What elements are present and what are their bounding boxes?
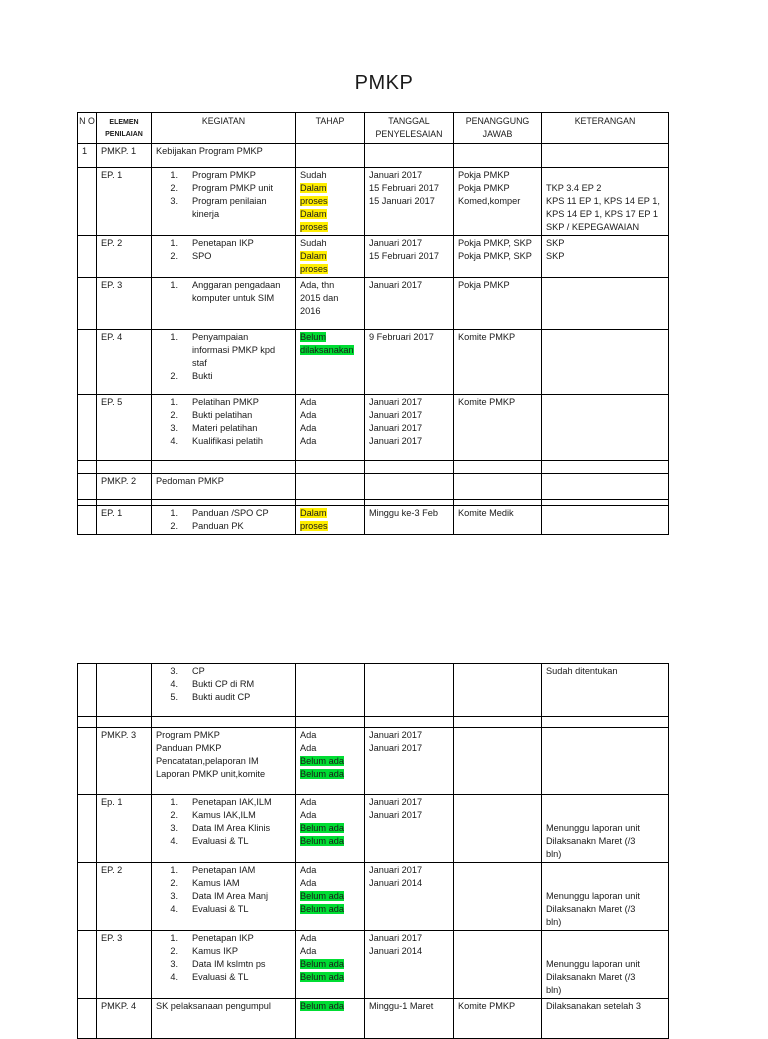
table-row	[78, 999, 669, 1039]
list-item: 2. Kamus IKP	[170, 946, 238, 956]
list-item: 3. Data IM kslmtn ps	[170, 959, 266, 969]
header-tahap: TAHAP	[296, 113, 365, 144]
list-item: 2. Kamus IAK,ILM	[170, 810, 256, 820]
cell-kegiatan	[152, 863, 296, 931]
cell-kegiatan	[152, 236, 296, 278]
cell-keterangan: Dilaksanakan setelah 3	[542, 999, 669, 1039]
cell-penanggung: Komite PMKP	[454, 999, 542, 1039]
cell-elemen: EP. 1	[97, 506, 152, 535]
list-item: 1. Anggaran pengadaan	[170, 280, 281, 290]
list-item: 2. SPO	[170, 251, 212, 261]
cell-elemen: EP. 4	[97, 330, 152, 395]
cell-elemen: PMKP. 2	[97, 474, 152, 500]
list-item: 3. Data IM Area Klinis	[170, 823, 271, 833]
list-item: 1. Penetapan IAK,ILM	[170, 797, 272, 807]
list-item: 4. Bukti CP di RM	[170, 679, 255, 689]
cell-tahap: Ada Ada Belum ada Belum ada	[296, 863, 365, 931]
cell-keterangan: TKP 3.4 EP 2 KPS 11 EP 1, KPS 14 EP 1, KPS 14 EP 1, KPS 17 EP 1 SKP / KEPEGAWAIAN	[542, 168, 669, 236]
cell-penanggung: Pokja PMKP Pokja PMKP Komed,komper	[454, 168, 542, 236]
list-item: 3. Data IM Area Manj	[170, 891, 269, 901]
cell-kegiatan	[152, 795, 296, 863]
list-item: 1. Penetapan IKP	[170, 933, 254, 943]
table-row	[78, 395, 669, 461]
cell-elemen: PMKP. 4	[97, 999, 152, 1039]
cell-tanggal: Minggu-1 Maret	[365, 999, 454, 1039]
cell-kegiatan	[152, 168, 296, 236]
list-item: 3. Materi pelatihan	[170, 423, 258, 433]
pmkp-table-part-2	[77, 663, 669, 1039]
list-item: 2. Program PMKP unit	[170, 183, 274, 193]
list-item: informasi PMKP kpd	[192, 345, 276, 355]
table-row	[78, 474, 669, 500]
status-badge: Belum ada	[300, 904, 344, 914]
list-item: 2. Kamus IAM	[170, 878, 240, 888]
table-row	[78, 863, 669, 931]
status-badge: Dalam	[300, 183, 327, 193]
cell-elemen: EP. 5	[97, 395, 152, 461]
status-badge: Belum ada	[300, 756, 344, 766]
cell-tanggal: Januari 2017 15 Februari 2017	[365, 236, 454, 278]
status-badge: Belum ada	[300, 836, 344, 846]
cell-tahap: Ada Ada Belum ada Belum ada	[296, 728, 365, 795]
cell-kegiatan: SK pelaksanaan pengumpul	[152, 999, 296, 1039]
cell-tahap: Ada Ada Ada Ada	[296, 395, 365, 461]
table-row	[78, 461, 669, 474]
status-badge: Belum ada	[300, 1001, 344, 1011]
list-item: kinerja	[192, 209, 220, 219]
status-badge: Dalam	[300, 251, 327, 261]
cell-elemen: EP. 2	[97, 863, 152, 931]
list-item: 3. CP	[170, 666, 205, 676]
cell-tanggal: Januari 2017 Januari 2014	[365, 863, 454, 931]
list-item: 1. Penetapan IKP	[170, 238, 254, 248]
cell-kegiatan	[152, 278, 296, 330]
cell-elemen: EP. 2	[97, 236, 152, 278]
list-item: 1. Penetapan IAM	[170, 865, 256, 875]
cell-tanggal: Januari 2017 Januari 2017 Januari 2017 Januari 2017	[365, 395, 454, 461]
table-row	[78, 330, 669, 395]
cell-keterangan: Menunggu laporan unit Dilaksanakn Maret (/3 bln)	[542, 795, 669, 863]
cell-tahap	[296, 506, 365, 535]
cell-penanggung: Pokja PMKP	[454, 278, 542, 330]
status-badge: Belum ada	[300, 891, 344, 901]
cell-tahap: Ada Ada Belum ada Belum ada	[296, 795, 365, 863]
cell-tahap: Ada Ada Belum ada Belum ada	[296, 931, 365, 999]
list-item: 1. Penyampaian	[170, 332, 249, 342]
cell-tahap: Ada, thn 2015 dan 2016	[296, 278, 365, 330]
cell-tanggal: Januari 2017 Januari 2017	[365, 795, 454, 863]
list-item: 3. Program penilaian	[170, 196, 267, 206]
status-badge: Dalam	[300, 508, 327, 518]
cell-penanggung: Komite PMKP	[454, 395, 542, 461]
cell-kegiatan	[152, 931, 296, 999]
table-row	[78, 664, 669, 717]
cell-elemen: PMKP. 3	[97, 728, 152, 795]
cell-kegiatan: Program PMKP Panduan PMKP Pencatatan,pelaporan IM Laporan PMKP unit,komite	[152, 728, 296, 795]
header-kegiatan: KEGIATAN	[152, 113, 296, 144]
cell-keterangan: Menunggu laporan unit Dilaksanakn Maret (/3 bln)	[542, 863, 669, 931]
table-row	[78, 931, 669, 999]
list-item: 2. Bukti pelatihan	[170, 410, 253, 420]
cell-tanggal: Januari 2017 Januari 2014	[365, 931, 454, 999]
pmkp-table-part-1	[77, 112, 669, 535]
status-badge: Belum ada	[300, 769, 344, 779]
header-no: N O	[78, 113, 97, 144]
status-badge: proses	[300, 222, 328, 232]
cell-keterangan: Sudah ditentukan	[542, 664, 669, 717]
list-item: 1. Panduan /SPO CP	[170, 508, 269, 518]
header-penanggung: PENANGGUNG JAWAB	[454, 113, 542, 144]
list-item: 4. Kualifikasi pelatih	[170, 436, 263, 446]
cell-elemen: Ep. 1	[97, 795, 152, 863]
header-keterangan: KETERANGAN	[542, 113, 669, 144]
status-badge: proses	[300, 264, 328, 274]
cell-keterangan: Menunggu laporan unit Dilaksanakn Maret (/3 bln)	[542, 931, 669, 999]
status-badge: Belum	[300, 332, 327, 342]
status-badge: Belum ada	[300, 972, 344, 982]
cell-tanggal: Januari 2017 15 Februari 2017 15 Januari 2017	[365, 168, 454, 236]
table-row	[78, 278, 669, 330]
header-row	[78, 113, 669, 144]
cell-tahap: Sudah Dalam proses	[296, 236, 365, 278]
cell-elemen: EP. 3	[97, 278, 152, 330]
cell-tanggal: Januari 2017	[365, 278, 454, 330]
status-badge: proses	[300, 521, 328, 531]
cell-penanggung: Pokja PMKP, SKP Pokja PMKP, SKP	[454, 236, 542, 278]
list-item: 2. Panduan PK	[170, 521, 244, 531]
cell-tanggal: 9 Februari 2017	[365, 330, 454, 395]
table-row	[78, 168, 669, 236]
list-item: 2. Bukti	[170, 371, 213, 381]
cell-kegiatan: Kebijakan Program PMKP	[152, 144, 296, 168]
cell-elemen: EP. 1	[97, 168, 152, 236]
cell-kegiatan	[152, 395, 296, 461]
table-row	[78, 144, 669, 168]
cell-kegiatan: Pedoman PMKP	[152, 474, 296, 500]
cell-tahap	[296, 999, 365, 1039]
table-row	[78, 728, 669, 795]
cell-penanggung: Komite Medik	[454, 506, 542, 535]
page-title: PMKP	[354, 72, 414, 94]
status-badge: Belum ada	[300, 959, 344, 969]
cell-elemen: EP. 3	[97, 931, 152, 999]
status-badge: Dalam	[300, 209, 327, 219]
cell-elemen: PMKP. 1	[97, 144, 152, 168]
status-badge: dilaksanakan	[300, 345, 354, 355]
status-badge: Belum ada	[300, 823, 344, 833]
list-item: staf	[192, 358, 207, 368]
status-badge: proses	[300, 196, 328, 206]
list-item: 1. Pelatihan PMKP	[170, 397, 259, 407]
table-row	[78, 795, 669, 863]
header-tanggal: TANGGAL PENYELESAIAN	[365, 113, 454, 144]
cell-kegiatan	[152, 664, 296, 717]
cell-tahap	[296, 330, 365, 395]
table-row	[78, 506, 669, 535]
cell-keterangan: SKP SKP	[542, 236, 669, 278]
cell-tanggal: Minggu ke-3 Feb	[365, 506, 454, 535]
cell-no: 1	[78, 144, 97, 168]
list-item: 4. Evaluasi & TL	[170, 972, 249, 982]
cell-tanggal: Januari 2017 Januari 2017	[365, 728, 454, 795]
table-row	[78, 717, 669, 728]
header-elemen: ELEMEN PENILAIAN	[97, 113, 152, 144]
list-item: 4. Evaluasi & TL	[170, 904, 249, 914]
cell-tahap: Sudah Dalam proses Dalam proses	[296, 168, 365, 236]
list-item: 5. Bukti audit CP	[170, 692, 251, 702]
list-item: 4. Evaluasi & TL	[170, 836, 249, 846]
cell-penanggung: Komite PMKP	[454, 330, 542, 395]
cell-kegiatan	[152, 330, 296, 395]
list-item: komputer untuk SIM	[192, 293, 275, 303]
cell-kegiatan	[152, 506, 296, 535]
table-row	[78, 236, 669, 278]
list-item: 1. Program PMKP	[170, 170, 256, 180]
